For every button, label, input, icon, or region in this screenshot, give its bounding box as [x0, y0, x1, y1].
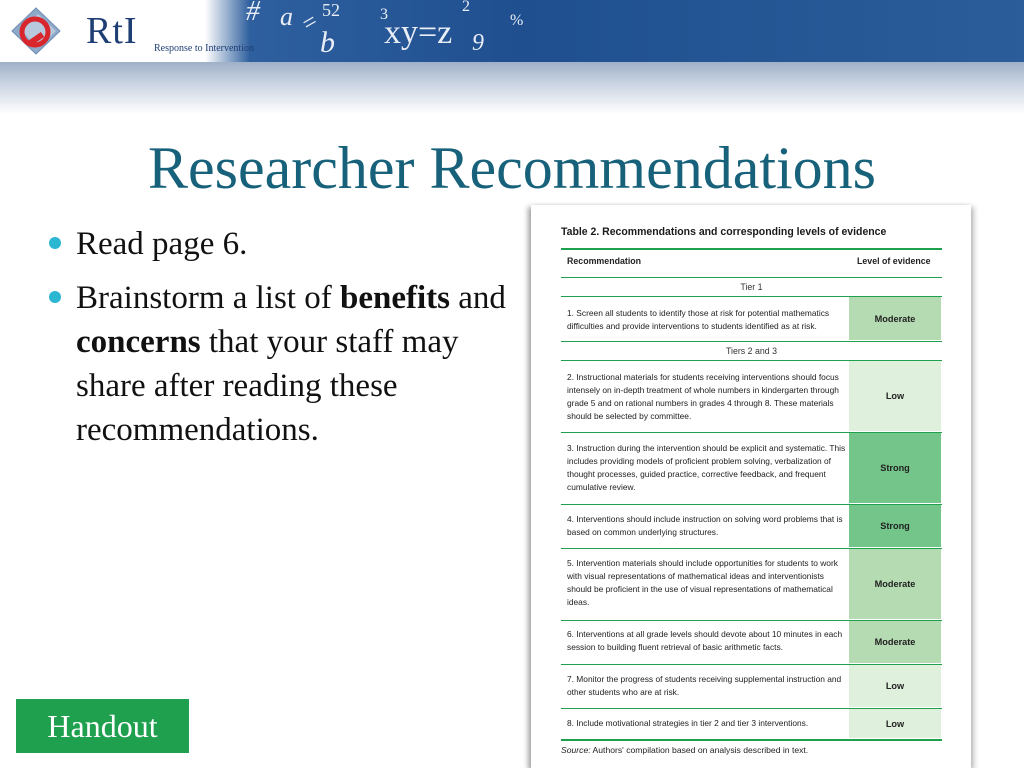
math-glyph: b: [320, 26, 335, 59]
math-glyph: a: [280, 2, 293, 31]
table-rule: [561, 341, 942, 342]
bullet-text: Read page 6.: [76, 226, 248, 262]
bullet-list: [44, 222, 534, 462]
rti-logo-icon: [8, 6, 64, 56]
table-rule: [561, 248, 942, 250]
header-fade: [0, 62, 1024, 114]
logo-text: RtI: [86, 10, 138, 52]
source-text: Authors' compilation based on analysis described in text.: [592, 745, 809, 755]
recommendation-text: 4. Interventions should include instruction on solving word problems that is based on common underlying structures.: [567, 514, 843, 537]
recommendation-text: 7. Monitor the progress of students receiving supplemental instruction and other students who are at risk.: [567, 674, 842, 697]
bullet-dot-icon: [49, 237, 61, 249]
bullet-emphasis-benefits: benefits: [339, 280, 450, 316]
table-title: Table 2. Recommendations and corresponding levels of evidence: [561, 226, 887, 238]
bullet-text: Brainstorm a list of: [76, 280, 332, 316]
math-glyph: #: [246, 0, 260, 27]
recommendations-table-image: [531, 205, 971, 768]
bullet-item: [44, 276, 534, 452]
source-label: Source:: [561, 745, 591, 755]
recommendation-text: 6. Interventions at all grade levels should devote about 10 minutes in each session to building fluent retrieval of basic arithmetic facts.: [567, 629, 843, 652]
bullet-dot-icon: [49, 291, 61, 303]
column-header-level: Level of evidence: [857, 256, 931, 267]
math-glyph: xy=z: [384, 14, 453, 51]
bullet-text: and: [458, 280, 506, 316]
evidence-level-cell: Moderate: [849, 297, 941, 340]
evidence-level-cell: Low: [849, 361, 941, 431]
recommendation-text: 2. Instructional materials for students receiving interventions should focus intensely on in-depth treatment of whole numbers in kindergarten through grade 5 and on rational numbers in grades 4 through 8. These materials should be selected by committee.: [567, 372, 839, 421]
bullet-item: [44, 222, 534, 266]
header-banner: [0, 0, 1024, 62]
math-glyph: 9: [472, 30, 484, 56]
math-glyph: 3: [380, 6, 388, 23]
tier-label: Tiers 2 and 3: [725, 346, 778, 356]
bullet-emphasis-concerns: concerns: [76, 324, 201, 360]
bullet-text: that your staff may share after reading these recommendations.: [76, 324, 459, 448]
logo-subtitle: Response to Intervention: [154, 43, 254, 54]
evidence-level-cell: Moderate: [849, 621, 941, 663]
evidence-level-cell: Moderate: [849, 549, 941, 619]
tier-label: Tier 1: [740, 282, 763, 292]
handout-button[interactable]: Handout: [16, 699, 189, 753]
evidence-level-cell: Strong: [849, 433, 941, 503]
recommendation-text: 3. Instruction during the intervention should be explicit and systematic. This includes providing models of proficient problem solving, verbalization of thought processes, guided practice, corrective feedback, and frequent cumulative review.: [567, 443, 846, 492]
math-glyph: =: [296, 7, 324, 39]
recommendation-text: 1. Screen all students to identify those at risk for potential mathematics difficulties and provide interventions to students identified as at risk.: [567, 308, 830, 331]
table-source-note: [561, 745, 808, 755]
evidence-level-cell: Low: [849, 665, 941, 707]
math-glyph: %: [510, 12, 524, 29]
evidence-level-cell: Low: [849, 709, 941, 738]
evidence-level-cell: Strong: [849, 505, 941, 547]
slide-title: Researcher Recommendations: [147, 135, 877, 201]
table-rule: [561, 277, 942, 278]
math-glyph: 2: [462, 0, 470, 15]
recommendation-text: 5. Intervention materials should include opportunities for students to work with visual representations of mathematical ideas and interventionists should be proficient in the use of visual representations of mathematical ideas.: [567, 558, 838, 607]
table-rule: [561, 739, 942, 741]
column-header-recommendation: Recommendation: [567, 256, 642, 267]
math-glyph: 52: [322, 0, 340, 20]
recommendation-text: 8. Include motivational strategies in tier 2 and tier 3 interventions.: [567, 718, 809, 728]
